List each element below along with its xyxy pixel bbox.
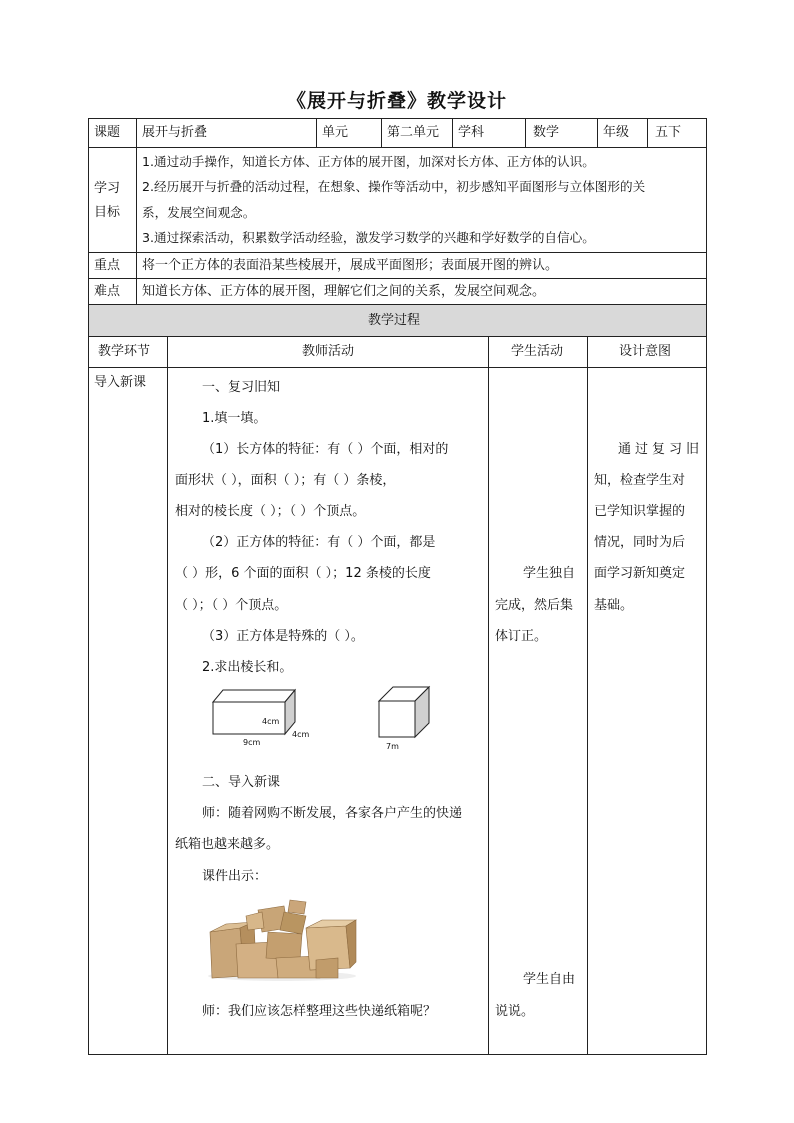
goals-label-2: 目标 <box>94 205 121 220</box>
goals-label-1: 学习 <box>94 181 121 196</box>
subject-label: 学科 <box>458 125 485 140</box>
teacher-question: 师：我们应该怎样整理这些快递纸箱呢？ <box>202 1004 437 1019</box>
intent-line: 情况，同时为后 <box>594 535 686 550</box>
intent-line: 面学习新知奠定 <box>594 566 686 581</box>
unit-value: 第二单元 <box>387 125 440 140</box>
subject-value: 数学 <box>533 125 560 140</box>
goal-line: 3.通过探索活动，积累数学活动经验，激发学习数学的兴趣和学好数学的自信心。 <box>142 230 595 245</box>
intent-line: 基础。 <box>594 598 634 613</box>
key-point-text: 将一个正方体的表面沿某些棱展开，展成平面图形；表面展开图的辨认。 <box>142 258 559 273</box>
cuboid-depth-label: 4cm <box>292 730 310 739</box>
col-header-stage: 教学环节 <box>98 344 151 359</box>
col-header-teacher: 教师活动 <box>302 344 355 359</box>
stage-label: 导入新课 <box>94 375 147 390</box>
difficulty-text: 知道长方体、正方体的展开图，理解它们之间的关系，发展空间观念。 <box>142 284 546 299</box>
key-point-label: 重点 <box>94 258 121 273</box>
teacher-line: （1）长方体的特征：有（ ）个面，相对的 <box>202 442 449 457</box>
teacher-line: 纸箱也越来越多。 <box>175 837 280 852</box>
teacher-line: 面形状（ ），面积（ ）；有（ ）条棱， <box>175 473 396 488</box>
student-activity-line: 学生独自 <box>523 566 576 581</box>
teacher-line: （ ）形，6 个面的面积（ ）；12 条棱的长度 <box>175 566 431 581</box>
goal-line: 系，发展空间观念。 <box>142 205 256 220</box>
unit-label: 单元 <box>322 125 349 140</box>
grade-label: 年级 <box>603 125 630 140</box>
student-activity-line: 完成，然后集 <box>495 598 574 613</box>
teacher-line: （2）正方体的特征：有（ ）个面，都是 <box>202 535 436 550</box>
intent-line: 知，检查学生对 <box>594 473 686 488</box>
intent-line: 通过复习旧 <box>618 442 704 457</box>
topic-label: 课题 <box>94 125 121 140</box>
intent-line: 已学知识掌握的 <box>594 504 686 519</box>
goal-line: 2.经历展开与折叠的活动过程，在想象、操作等活动中，初步感知平面图形与立体图形的关 <box>142 179 646 194</box>
teacher-line: 二、导入新课 <box>202 775 281 790</box>
teacher-line: 一、复习旧知 <box>202 380 281 395</box>
teacher-line: 师：随着网购不断发展，各家各户产生的快递 <box>202 806 463 821</box>
teacher-line: 2.求出棱长和。 <box>202 660 293 675</box>
cuboid-height-label: 4cm <box>262 717 280 726</box>
cuboid-width-label: 9cm <box>243 738 261 747</box>
grade-value: 五下 <box>655 125 682 140</box>
student-activity-line: 学生自由 <box>523 972 576 987</box>
student-activity-line: 体订正。 <box>495 629 548 644</box>
difficulty-label: 难点 <box>94 284 121 299</box>
section-title: 教学过程 <box>368 313 421 328</box>
col-header-student: 学生活动 <box>511 344 564 359</box>
goal-line: 1.通过动手操作，知道长方体、正方体的展开图，加深对长方体、正方体的认识。 <box>142 154 595 169</box>
student-activity-line: 说说。 <box>495 1004 535 1019</box>
topic-value: 展开与折叠 <box>142 125 208 140</box>
col-header-intent: 设计意图 <box>619 344 672 359</box>
teacher-line: （3）正方体是特殊的（ ）。 <box>202 629 364 644</box>
cube-edge-label: 7m <box>386 742 399 751</box>
page-title: 《展开与折叠》教学设计 <box>286 90 507 112</box>
cube-figure <box>375 685 435 743</box>
teacher-line: 课件出示： <box>202 869 268 884</box>
teacher-line: 1.填一填。 <box>202 411 267 426</box>
cardboard-boxes-image <box>206 898 358 982</box>
teacher-line: （ ）；（ ）个顶点。 <box>175 598 288 613</box>
teacher-line: 相对的棱长度（ ）；（ ）个顶点。 <box>175 504 366 519</box>
